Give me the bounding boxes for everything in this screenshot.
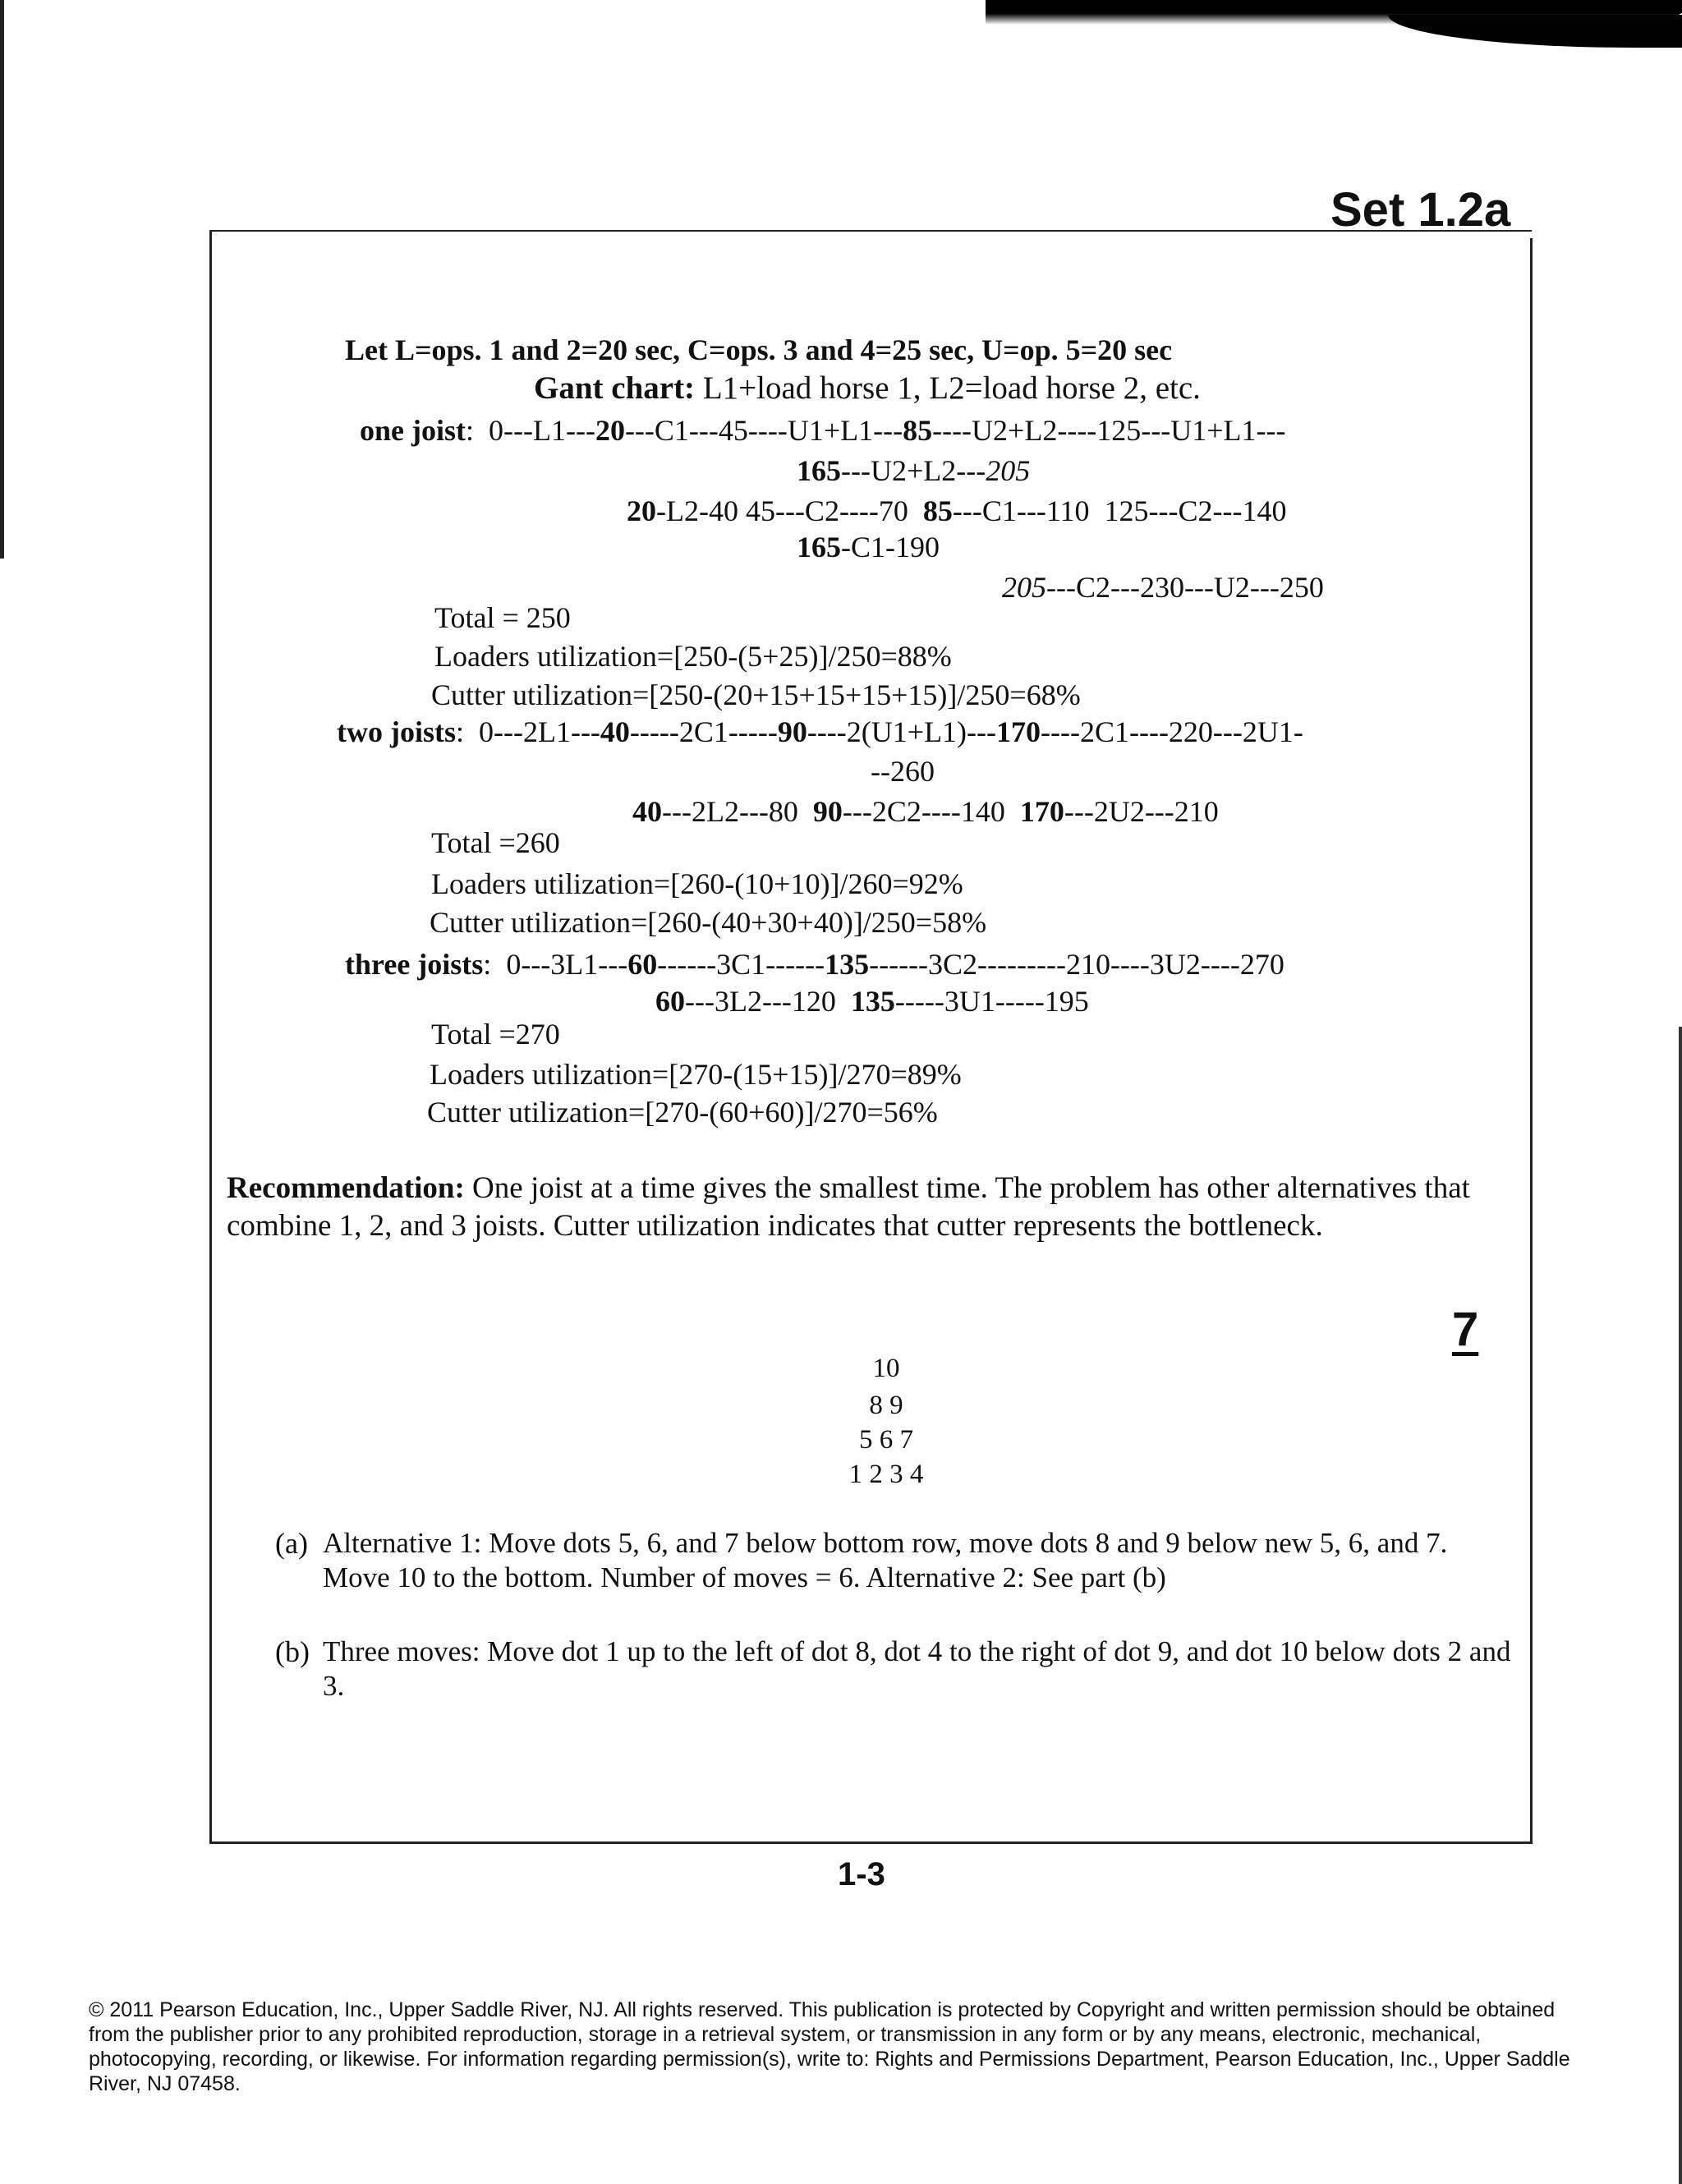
gantt-label: Gant chart: — [534, 370, 696, 406]
sequence-segment: ---U2+L2--- — [841, 454, 986, 487]
sequence-segment: 205 — [1002, 571, 1046, 604]
sequence-segment: ---C1---45----U1+L1--- — [624, 414, 903, 447]
dot-row-second: 8 9 — [869, 1391, 903, 1420]
sequence-segment: ------3C2---------210----3U2----270 — [869, 948, 1284, 981]
one-joist-sequence-5 — [1002, 570, 1324, 605]
sequence-segment: ----2C1----220---2U1- — [1041, 715, 1303, 748]
sequence-segment: -----3U1-----195 — [894, 985, 1089, 1018]
content-frame-right-border — [1530, 238, 1533, 1844]
sequence-segment: ---2C2----140 — [842, 795, 1020, 828]
problem-intro: Let L=ops. 1 and 2=20 sec, C=ops. 3 and 4=25 sec, U=op. 5=20 sec — [345, 333, 1173, 366]
one-joist-cutter-utilization: Cutter utilization=[250-(20+15+15+15+15)]/250=68% — [431, 678, 1081, 711]
one-joist-total: Total = 250 — [434, 601, 571, 634]
one-joist-sequence-4 — [797, 530, 940, 564]
sequence-segment: 85 — [903, 414, 933, 447]
dot-row-top: 10 — [872, 1354, 900, 1383]
sequence-segment: 90 — [777, 715, 807, 748]
sequence-segment: 0---3L1--- — [506, 948, 628, 981]
two-joists-sequence-3 — [632, 794, 1219, 829]
three-joists-sequence-2 — [655, 984, 1089, 1018]
one-joist-row-1 — [360, 413, 1286, 448]
sequence-segment: ---2U2---210 — [1064, 795, 1219, 828]
two-joists-loaders-utilization: Loaders utilization=[260-(10+10)]/260=92% — [431, 867, 963, 900]
sequence-segment: ---C2---230---U2---250 — [1046, 571, 1324, 604]
recommendation-text: One joist at a time gives the smallest time. The problem has other alternatives that combine 1, 2, and 3 joists. Cutter utilization indicates that cutter represents the bottleneck. — [227, 1171, 1470, 1243]
three-joists-sequence-1 — [506, 948, 1284, 981]
label-colon: : — [466, 414, 475, 447]
scan-artifact-right-edge — [1679, 1027, 1682, 2184]
scan-artifact-left-edge — [0, 0, 4, 559]
sequence-segment: 60 — [655, 985, 685, 1018]
part-a-marker: (a) — [275, 1527, 308, 1560]
sequence-segment: 170 — [996, 715, 1041, 748]
two-joists-total: Total =260 — [431, 826, 560, 859]
label-colon: : — [455, 715, 464, 748]
three-joists-loaders-utilization: Loaders utilization=[270-(15+15)]/270=89% — [430, 1058, 962, 1091]
sequence-segment: 165 — [797, 454, 841, 487]
recommendation-label: Recommendation: — [227, 1171, 465, 1205]
sequence-segment: 205 — [986, 454, 1031, 487]
three-joists-label: three joists — [345, 948, 484, 981]
one-joist-sequence-2 — [797, 453, 1030, 488]
page-number: 1-3 — [838, 1856, 885, 1892]
sequence-segment: 0---2L1--- — [479, 715, 600, 748]
part-a-text: Alternative 1: Move dots 5, 6, and 7 below bottom row, move dots 8 and 9 below new 5, 6, and 7. Move 10 to the bottom. Number of moves = 6. Alternative 2: See part (b) — [323, 1527, 1448, 1593]
sequence-segment: 165 — [797, 531, 841, 563]
gantt-chart-heading — [534, 370, 1201, 407]
copyright-notice: © 2011 Pearson Education, Inc., Upper Saddle River, NJ. All rights reserved. This publication is protected by Copyright and written permission should be obtained from the publisher prior to any prohibited reproduction, storage in a retrieval system, or transmission in any form or by any means, electronic, mechanical, photocopying, recording, or likewise. For information regarding permission(s), write to: Rights and Permissions Department, Pearson Education, Inc., Upper Saddle River, NJ 07458. — [89, 1998, 1570, 2095]
gantt-description: L1+load horse 1, L2=load horse 2, etc. — [702, 370, 1201, 406]
part-b-text: Three moves: Move dot 1 up to the left of dot 8, dot 4 to the right of dot 9, and dot 10 below dots 2 and 3. — [323, 1635, 1511, 1702]
sequence-segment: 135 — [850, 985, 895, 1018]
three-joists-cutter-utilization: Cutter utilization=[270-(60+60)]/270=56% — [427, 1096, 938, 1129]
sequence-segment: 40 — [632, 795, 662, 828]
three-joists-total: Total =270 — [431, 1018, 560, 1051]
sequence-segment: ---3L2---120 — [685, 985, 851, 1018]
one-joist-sequence-3 — [627, 494, 1286, 528]
sequence-segment: --260 — [871, 755, 935, 788]
sequence-segment: 135 — [825, 948, 870, 981]
two-joists-sequence-2 — [871, 754, 935, 789]
sequence-segment: 90 — [812, 795, 843, 828]
two-joists-label: two joists — [337, 715, 456, 748]
sequence-segment: ---2L2---80 — [662, 795, 813, 828]
sequence-segment: ----2(U1+L1)--- — [807, 715, 997, 748]
sequence-segment: ---C1---110 125---C2---140 — [952, 494, 1287, 527]
one-joist-label: one joist — [360, 414, 466, 447]
dot-row-bottom: 1 2 3 4 — [848, 1460, 924, 1489]
dot-row-third: 5 6 7 — [859, 1425, 913, 1455]
set-label: Set 1.2a — [1330, 183, 1511, 237]
sequence-segment: ------3C1------ — [657, 948, 825, 981]
one-joist-sequence-1 — [489, 414, 1286, 447]
sequence-segment: 170 — [1019, 795, 1064, 828]
sequence-segment: -L2-40 45---C2----70 — [656, 494, 923, 527]
sequence-segment: 20 — [595, 414, 625, 447]
problem-number: 7 — [1452, 1303, 1479, 1356]
sequence-segment: -C1-190 — [841, 531, 940, 563]
part-b-marker: (b) — [275, 1635, 310, 1668]
recommendation-paragraph — [227, 1170, 1520, 1245]
one-joist-loaders-utilization: Loaders utilization=[250-(5+25)]/250=88% — [434, 640, 952, 673]
two-joists-cutter-utilization: Cutter utilization=[260-(40+30+40)]/250=58% — [430, 906, 987, 939]
two-joists-row-1 — [337, 715, 1303, 749]
label-colon: : — [483, 948, 492, 981]
sequence-segment: 60 — [627, 948, 658, 981]
two-joists-sequence-1 — [479, 715, 1303, 748]
sequence-segment: ----U2+L2----125---U1+L1--- — [932, 414, 1286, 447]
sequence-segment: -----2C1----- — [629, 715, 778, 748]
sequence-segment: 0---L1--- — [489, 414, 595, 447]
sequence-segment: 85 — [922, 494, 953, 527]
scan-artifact-top-corner — [1388, 15, 1682, 48]
three-joists-row-1 — [345, 947, 1284, 982]
sequence-segment: 40 — [600, 715, 630, 748]
sequence-segment: 20 — [627, 494, 656, 527]
